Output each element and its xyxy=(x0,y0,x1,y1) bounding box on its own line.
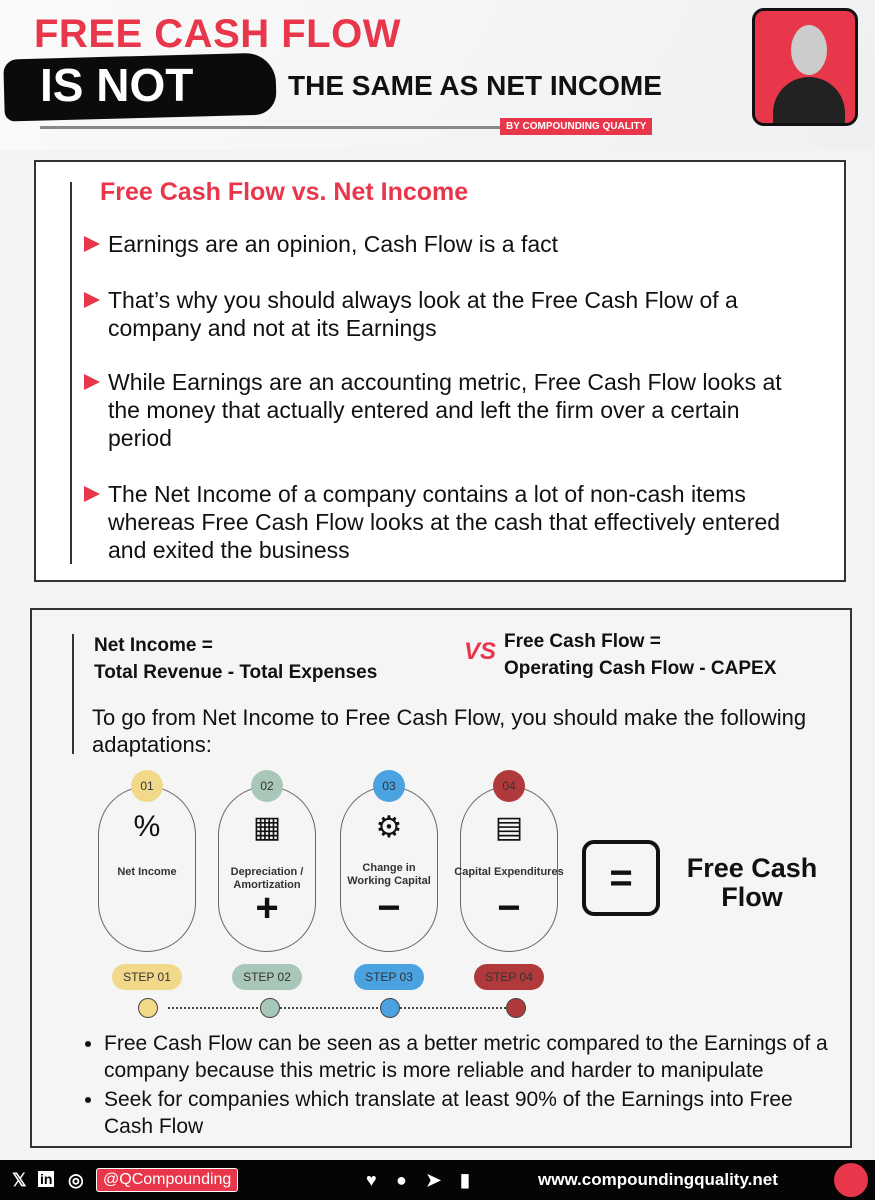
step-label: Capital Expenditures xyxy=(454,866,564,878)
timeline xyxy=(168,1007,514,1009)
building-clock-icon: ▦ xyxy=(252,811,282,844)
timeline-dot xyxy=(138,998,158,1018)
step-number: 04 xyxy=(493,770,525,802)
avatar xyxy=(834,1163,868,1197)
section-heading: Free Cash Flow vs. Net Income xyxy=(100,178,469,206)
step-label: Depreciation / Amortization xyxy=(230,866,304,891)
fcf-formula: Free Cash Flow = Operating Cash Flow - CAPEX xyxy=(504,631,777,679)
net-income-formula: Net Income = Total Revenue - Total Expenses xyxy=(94,635,378,683)
share-icon[interactable]: ➤ xyxy=(426,1170,442,1190)
equals-box: = xyxy=(582,840,660,916)
footer xyxy=(0,1160,875,1200)
bookmark-icon[interactable]: ▮ xyxy=(460,1170,470,1190)
accent-line xyxy=(70,182,72,564)
arrow-icon xyxy=(84,486,100,502)
header xyxy=(0,0,875,150)
accent-line xyxy=(72,634,74,754)
timeline-dot xyxy=(380,998,400,1018)
instagram-icon[interactable]: ◎ xyxy=(68,1170,84,1190)
intro-text: To go from Net Income to Free Cash Flow, you should make the following adaptations: xyxy=(92,705,807,757)
step-pill: STEP 04 xyxy=(474,964,544,990)
result-label: Free Cash Flow xyxy=(686,853,818,912)
divider xyxy=(40,126,500,129)
step-label: Net Income xyxy=(117,866,177,878)
gear-dollar-icon: ⚙ xyxy=(375,811,403,844)
arrow-icon xyxy=(84,236,100,252)
list-item: • Seek for companies which translate at least 90% of the Earnings into Free Cash Flow xyxy=(104,1086,844,1140)
title-line1: FREE CASH FLOW xyxy=(34,12,401,56)
bullet-item: While Earnings are an accounting metric, Free Cash Flow looks at the money that actually entered and left the firm over a certain period xyxy=(108,368,798,452)
list-item: • Free Cash Flow can be seen as a better metric compared to the Earnings of a company because this metric is more reliable and harder to manipulate xyxy=(104,1030,844,1084)
step-pill: STEP 02 xyxy=(232,964,302,990)
vs-label: VS xyxy=(464,638,497,665)
timeline-dot xyxy=(260,998,280,1018)
website-link[interactable]: www.compoundingquality.net xyxy=(538,1170,778,1189)
bullet-item: That’s why you should always look at the Free Cash Flow of a company and not at its Earnings xyxy=(108,286,788,342)
comparison-card xyxy=(34,160,846,582)
arrow-icon xyxy=(84,292,100,308)
hands-percent-icon: % xyxy=(133,810,161,843)
arrow-icon xyxy=(84,374,100,390)
formula-card xyxy=(30,608,852,1148)
linkedin-icon[interactable]: in xyxy=(40,1171,53,1187)
title-highlight: IS NOT xyxy=(40,59,194,111)
step-pill: STEP 01 xyxy=(112,964,182,990)
minus-sign: − xyxy=(497,886,521,930)
step-number: 03 xyxy=(373,770,405,802)
step-pill: STEP 03 xyxy=(354,964,424,990)
handle-link[interactable]: @QCompounding xyxy=(96,1168,238,1192)
author-photo xyxy=(752,8,858,126)
minus-sign: − xyxy=(377,886,401,930)
title-rest: THE SAME AS NET INCOME xyxy=(288,70,662,101)
bullet-item: Earnings are an opinion, Cash Flow is a fact xyxy=(108,230,808,258)
plus-sign: + xyxy=(255,886,279,930)
heart-icon[interactable]: ♥ xyxy=(366,1170,377,1190)
comment-icon[interactable]: ● xyxy=(396,1170,407,1190)
step-number: 02 xyxy=(251,770,283,802)
calculator-invoice-icon: ▤ xyxy=(494,811,524,844)
bullet-item: The Net Income of a company contains a lot of non-cash items whereas Free Cash Flow looks at the cash that effectively entered and exited the business xyxy=(108,480,788,564)
step-number: 01 xyxy=(131,770,163,802)
summary-list xyxy=(104,1030,844,1142)
byline-badge: BY COMPOUNDING QUALITY xyxy=(500,118,652,135)
x-icon[interactable]: 𝕏 xyxy=(12,1170,27,1190)
timeline-dot xyxy=(506,998,526,1018)
step-label: Change in Working Capital xyxy=(347,862,431,887)
